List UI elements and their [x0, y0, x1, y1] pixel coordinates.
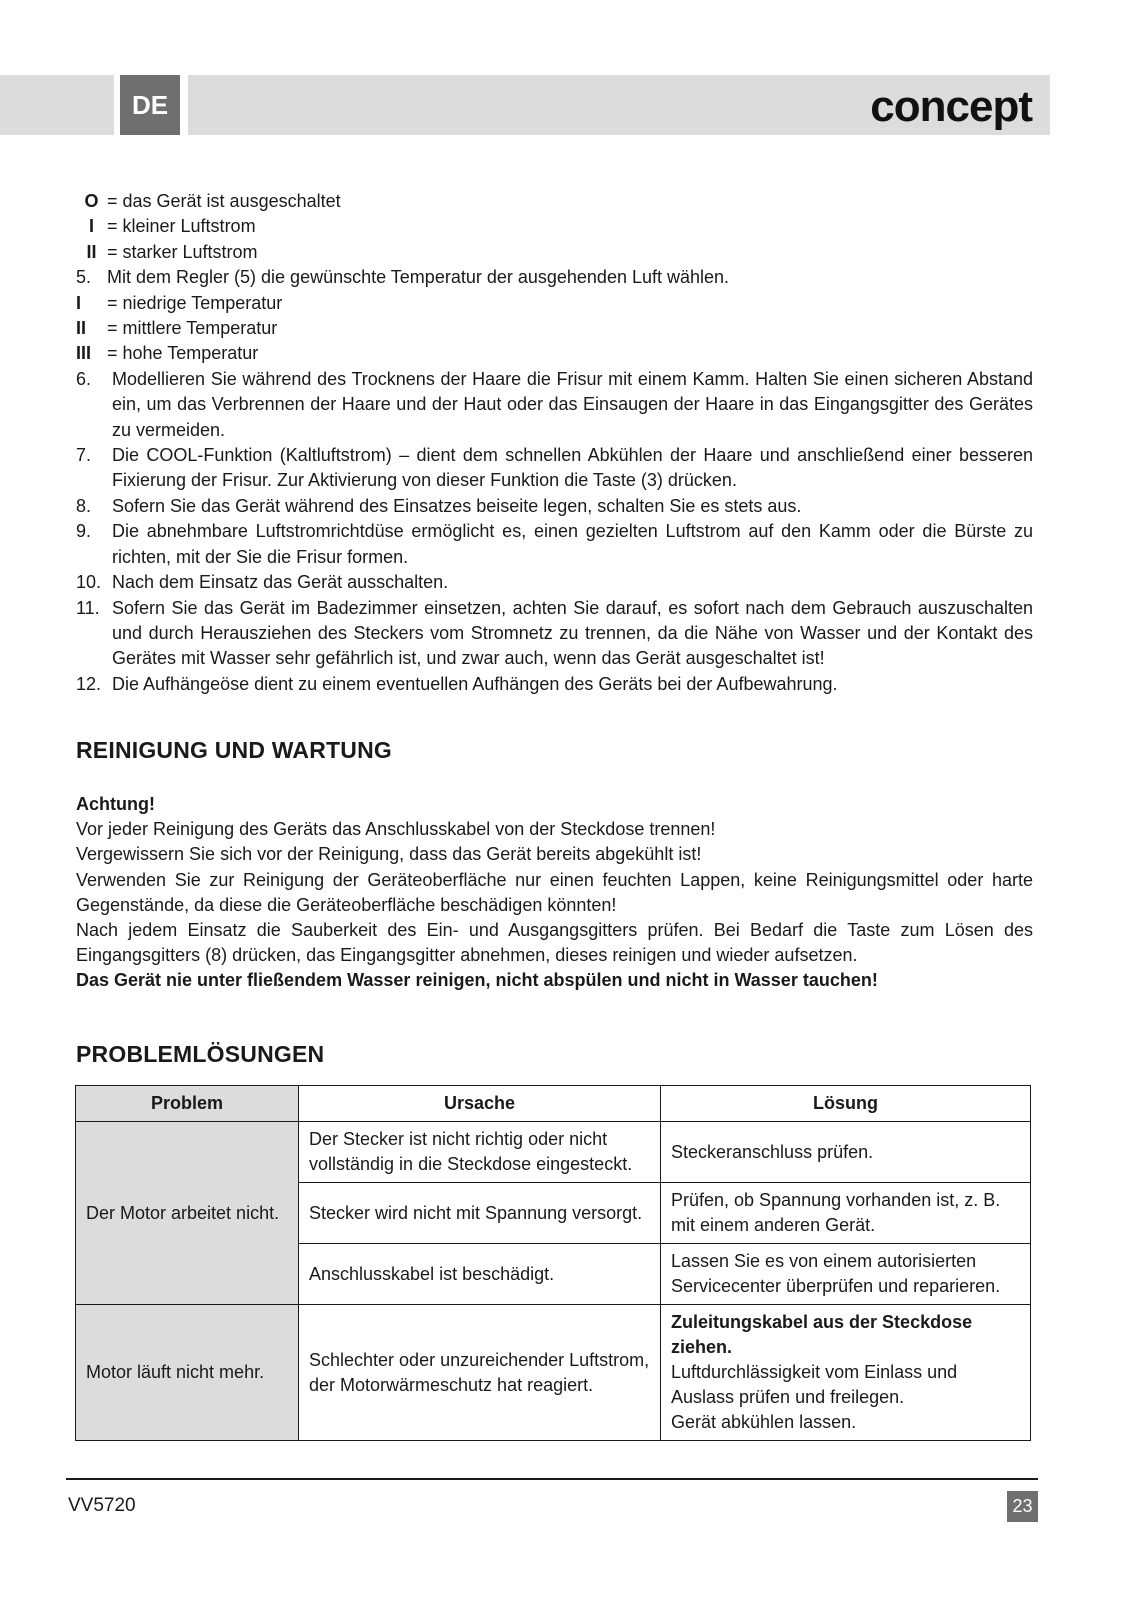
switch-item [76, 240, 1033, 265]
temp-item [76, 341, 1033, 366]
switch-item [76, 214, 1033, 239]
switch-text: = das Gerät ist ausgeschaltet [107, 191, 341, 211]
table-row [76, 1122, 1031, 1183]
solution-cell [661, 1305, 1031, 1441]
cleaning-line: Vergewissern Sie sich vor der Reinigung, dass das Gerät bereits abgekühlt ist! [76, 844, 702, 865]
switch-label: II [86, 241, 97, 262]
attention-label: Achtung! [76, 794, 155, 814]
step-item [76, 494, 1033, 519]
switch-text: = starker Luftstrom [107, 241, 258, 262]
step-number: 7. [76, 445, 92, 466]
cause-cell: Der Stecker ist nicht richtig oder nicht vollständig in die Steckdose eingesteckt. [299, 1122, 661, 1183]
switch-text: = kleiner Luftstrom [107, 216, 256, 237]
table-row [76, 1305, 1031, 1441]
step-text: Nach dem Einsatz das Gerät ausschalten. [112, 572, 449, 593]
solution-cell: Prüfen, ob Spannung vorhanden ist, z. B. mit einem anderen Gerät. [661, 1183, 1031, 1244]
switch-item [76, 189, 1033, 214]
section-heading-cleaning: REINIGUNG UND WARTUNG [76, 737, 392, 763]
switch-label: O [84, 191, 99, 211]
solution-cell: Lassen Sie es von einem autorisierten Servicecenter überprüfen und reparieren. [661, 1244, 1031, 1305]
cause-cell: Anschlusskabel ist beschädigt. [299, 1244, 661, 1305]
temp-label: II [76, 318, 87, 339]
step-item [76, 570, 1033, 595]
instructions [76, 189, 1033, 697]
step-text: Die COOL-Funktion (Kaltluftstrom) – dient dem schnellen Abkühlen der Haare und anschließend einer besseren Fixierung der Frisur. Zur Aktivierung von dieser Funktion die Taste (3) drücken. [112, 445, 1033, 491]
column-header: Problem [76, 1086, 299, 1122]
step-number: 9. [76, 521, 92, 542]
problem-table [75, 1085, 1031, 1441]
solution-line: Gerät abkühlen lassen. [671, 1412, 857, 1432]
step-text: Die abnehmbare Luftstromrichtdüse ermöglicht es, einen gezielten Luftstrom auf den Kamm oder die Bürste zu richten, mit der Sie die Frisur formen. [112, 521, 1033, 567]
column-header: Ursache [299, 1086, 661, 1122]
page-number: 23 [1007, 1491, 1038, 1522]
temp-text: = niedrige Temperatur [107, 292, 283, 313]
cleaning-line: Vor jeder Reinigung des Geräts das Anschlusskabel von der Steckdose trennen! [76, 819, 716, 840]
problem-cell: Der Motor arbeitet nicht. [76, 1122, 299, 1305]
step-text: Modellieren Sie während des Trocknens der Haare die Frisur mit einem Kamm. Halten Sie einen sicheren Abstand ein, um das Verbrennen der Haare und der Haut oder das Einsaugen der Haare in das Eingangsgitter des Gerätes zu vermeiden. [112, 368, 1033, 440]
step-text: Die Aufhängeöse dient zu einem eventuellen Aufhängen des Geräts bei der Aufbewahrung. [112, 673, 838, 694]
cleaning-warning: Das Gerät nie unter fließendem Wasser reinigen, nicht abspülen und nicht in Wasser tauchen! [76, 970, 878, 991]
footer-divider [66, 1478, 1038, 1480]
model-number: VV5720 [68, 1495, 136, 1516]
step-item [76, 443, 1033, 494]
step-number: 6. [76, 368, 92, 389]
step-text: Mit dem Regler (5) die gewünschte Temperatur der ausgehenden Luft wählen. [107, 267, 730, 288]
cleaning-line: Verwenden Sie zur Reinigung der Geräteoberfläche nur einen feuchten Lappen, keine Reinigungsmittel oder harte Gegenstände, da diese die Geräteoberfläche beschädigen könnten! [76, 869, 1033, 915]
step-number: 8. [76, 495, 92, 516]
step-number: 10. [76, 572, 102, 593]
temp-text: = mittlere Temperatur [107, 318, 278, 339]
step-item [76, 265, 1033, 290]
temp-label: III [76, 343, 92, 364]
solution-cell: Steckeranschluss prüfen. [661, 1122, 1031, 1183]
step-number: 5. [76, 267, 92, 288]
step-item [76, 596, 1033, 672]
problem-cell: Motor läuft nicht mehr. [76, 1305, 299, 1441]
cleaning-section [76, 792, 1033, 994]
temp-label: I [76, 292, 82, 313]
temp-text: = hohe Temperatur [107, 343, 259, 364]
table-header-row [76, 1086, 1031, 1122]
step-text: Sofern Sie das Gerät während des Einsatzes beiseite legen, schalten Sie es stets aus. [112, 495, 802, 516]
brand-logo: concept [870, 82, 1032, 131]
step-item [76, 367, 1033, 443]
step-item [76, 519, 1033, 570]
step-text: Sofern Sie das Gerät im Badezimmer einsetzen, achten Sie darauf, es sofort nach dem Gebrauch auszuschalten und durch Herausziehen des Steckers vom Stromnetz zu trennen, da die Nähe von Wasser und der Kontakt des Gerätes mit Wasser sehr gefährlich ist, und zwar auch, wenn das Gerät ausgeschaltet ist! [112, 597, 1033, 669]
switch-label: I [88, 216, 94, 237]
temp-item [76, 291, 1033, 316]
column-header: Lösung [661, 1086, 1031, 1122]
step-number: 12. [76, 673, 102, 694]
temp-item [76, 316, 1033, 341]
section-heading-problems: PROBLEMLÖSUNGEN [76, 1041, 325, 1067]
cause-cell: Schlechter oder unzureichender Luftstrom, der Motorwärmeschutz hat reagiert. [299, 1305, 661, 1441]
solution-line: Luftdurchlässigkeit vom Einlass und Auslass prüfen und freilegen. [671, 1362, 958, 1407]
solution-bold-line: Zuleitungskabel aus der Steckdose ziehen. [671, 1312, 973, 1357]
language-badge: DE [120, 75, 180, 135]
cause-cell: Stecker wird nicht mit Spannung versorgt. [299, 1183, 661, 1244]
step-number: 11. [76, 597, 100, 618]
step-item [76, 672, 1033, 697]
cleaning-line: Nach jedem Einsatz die Sauberkeit des Ein- und Ausgangsgitters prüfen. Bei Bedarf die Taste zum Lösen des Eingangsgitters (8) drücken, das Eingangsgitter abnehmen, dieses reinigen und wieder aufsetzen. [76, 920, 1033, 966]
